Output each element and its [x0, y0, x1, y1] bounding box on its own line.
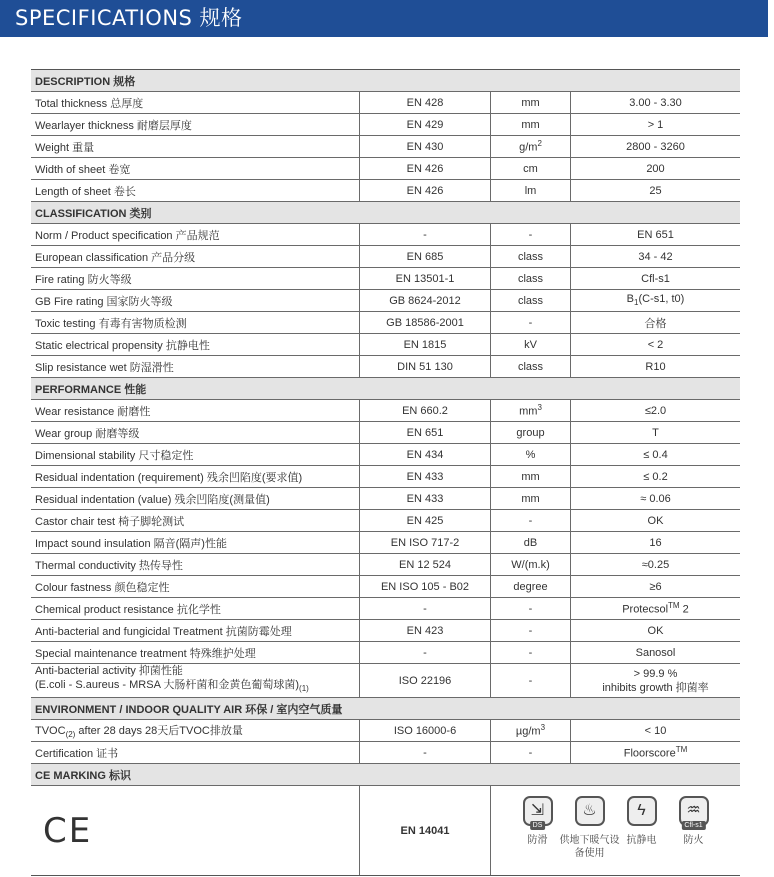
spec-row [31, 576, 740, 598]
spec-unit [491, 136, 571, 157]
spec-label-text: Length of sheet 卷长 [35, 185, 136, 198]
spec-label [31, 466, 360, 487]
spec-unit [491, 268, 571, 289]
spec-value-text: Sanosol [635, 646, 676, 659]
spec-row [31, 720, 740, 742]
superscript: 3 [537, 403, 542, 413]
spec-standard: EN 425 [360, 510, 491, 531]
spec-value [571, 510, 740, 531]
spec-value [571, 180, 740, 201]
spec-value-line: inhibits growth 抑菌率 [602, 681, 709, 694]
spec-label-text: Slip resistance wet 防湿滑性 [35, 361, 174, 374]
spec-value [571, 224, 740, 245]
page-banner [0, 0, 768, 37]
spec-label [31, 554, 360, 575]
icon-tag: Cfl-s1 [681, 821, 705, 830]
spec-label-text: Fire rating 防火等级 [35, 273, 132, 286]
spec-unit-text: cm [523, 162, 538, 175]
spec-label-line: Anti-bacterial activity 抑菌性能 [35, 665, 183, 678]
spec-row [31, 488, 740, 510]
spec-label-text: Wear resistance 耐磨性 [35, 405, 151, 418]
spec-unit-text: - [528, 624, 533, 637]
superscript: 2 [537, 139, 542, 149]
spec-unit-text: mm [521, 470, 540, 483]
spec-standard: EN 660.2 [360, 400, 491, 421]
spec-value [571, 488, 740, 509]
spec-label-text: Dimensional stability 尺寸稳定性 [35, 449, 194, 462]
spec-label-text: Special maintenance treatment 特殊维护处理 [35, 647, 256, 660]
spec-value-text: 3.00 - 3.30 [629, 96, 682, 109]
spec-label [31, 158, 360, 179]
spec-unit [491, 334, 571, 355]
spec-unit-text: degree [513, 580, 548, 593]
spec-standard: EN 426 [360, 158, 491, 179]
spec-value [571, 136, 740, 157]
spec-value [571, 620, 740, 641]
spec-label [31, 742, 360, 763]
spec-standard: EN 685 [360, 246, 491, 267]
spec-label [31, 312, 360, 333]
spec-row [31, 224, 740, 246]
spec-row [31, 422, 740, 444]
spec-unit [491, 158, 571, 179]
spec-standard: EN 430 [360, 136, 491, 157]
spec-label [31, 224, 360, 245]
spec-value-text: OK [647, 624, 664, 637]
spec-unit [491, 312, 571, 333]
spec-unit-text: mm [521, 96, 540, 109]
spec-label [31, 246, 360, 267]
section-header [31, 70, 740, 92]
spec-unit [491, 246, 571, 267]
spec-value [571, 422, 740, 443]
spec-label [31, 576, 360, 597]
spec-label-text: Wear group 耐磨等级 [35, 427, 140, 440]
spec-label [31, 268, 360, 289]
spec-value-text: ≤2.0 [644, 404, 667, 417]
ce-mark-cell [31, 786, 360, 875]
spec-row [31, 158, 740, 180]
spec-unit [491, 620, 571, 641]
spec-value-text: ≈0.25 [641, 558, 670, 571]
spec-unit [491, 664, 571, 697]
spec-standard: - [360, 642, 491, 663]
spec-row [31, 642, 740, 664]
spec-row [31, 180, 740, 202]
antistatic-item [616, 796, 668, 847]
spec-value [571, 532, 740, 553]
spec-unit [491, 510, 571, 531]
antistatic-icon [627, 796, 657, 826]
spec-unit [491, 400, 571, 421]
spec-unit-text: - [528, 746, 533, 759]
spec-unit-text: lm [524, 184, 537, 197]
spec-label-line: (E.coli - S.aureus - MRSA 大肠杆菌和金黄色葡萄球菌)$_{(1)}$ [35, 679, 309, 694]
slip-icon [523, 796, 553, 829]
spec-standard: EN 651 [360, 422, 491, 443]
subscript: 1 [634, 298, 639, 308]
spec-unit [491, 92, 571, 113]
spec-standard: GB 18586-2001 [360, 312, 491, 333]
section-title: CLASSIFICATION 类别 [35, 207, 152, 220]
superscript: TM [675, 745, 688, 755]
spec-value-text: < 2 [647, 338, 664, 351]
spec-row [31, 510, 740, 532]
spec-unit-text: kV [524, 338, 537, 351]
spec-label [31, 92, 360, 113]
spec-unit-text: class [517, 272, 544, 285]
spec-label [31, 720, 360, 741]
icon-tag: DS [530, 821, 546, 830]
page-title: SPECIFICATIONS 规格 [15, 6, 243, 30]
spec-row [31, 664, 740, 698]
icon-glyph: ⇲ [530, 802, 545, 819]
spec-label [31, 664, 360, 697]
spec-value-text: ≥6 [649, 580, 662, 593]
spec-value-text: 2800 - 3260 [626, 140, 685, 153]
spec-value [571, 642, 740, 663]
spec-row [31, 620, 740, 642]
spec-row [31, 466, 740, 488]
spec-table [31, 69, 740, 876]
spec-label [31, 356, 360, 377]
spec-label-text: Total thickness 总厚度 [35, 97, 144, 110]
spec-unit-text: group [516, 426, 545, 439]
spec-label-text: Impact sound insulation 隔音(隔声)性能 [35, 537, 227, 550]
spec-standard: EN 429 [360, 114, 491, 135]
spec-row [31, 598, 740, 620]
spec-value [571, 444, 740, 465]
section-header [31, 698, 740, 720]
slip-item [512, 796, 564, 847]
spec-standard: - [360, 742, 491, 763]
spec-value-text: 25 [649, 184, 662, 197]
icon-glyph: ♨ [582, 802, 597, 819]
spec-unit [491, 742, 571, 763]
spec-label-text: Residual indentation (value) 残余凹陷度(测量值) [35, 493, 270, 506]
spec-value-text: EN 651 [637, 228, 674, 241]
spec-value [571, 158, 740, 179]
icon-label: 供地下暖气设备使用 [559, 835, 620, 859]
spec-unit-text: $mm^3$ [519, 403, 542, 418]
spec-label [31, 422, 360, 443]
icon-glyph: ♒ [686, 802, 701, 819]
spec-value [571, 720, 740, 741]
spec-unit [491, 720, 571, 741]
ce-standard [360, 786, 491, 875]
spec-value [571, 664, 740, 697]
spec-standard: - [360, 598, 491, 619]
spec-value-text: $B_1(C-s1$, t0) [626, 293, 685, 308]
spec-standard: EN 433 [360, 488, 491, 509]
spec-value [571, 466, 740, 487]
spec-label [31, 180, 360, 201]
spec-row [31, 334, 740, 356]
spec-value [571, 268, 740, 289]
spec-unit [491, 444, 571, 465]
spec-value-text: ≈ 0.06 [640, 492, 671, 505]
spec-label [31, 488, 360, 509]
section-title: DESCRIPTION 规格 [35, 75, 136, 88]
spec-standard: DIN 51 130 [360, 356, 491, 377]
spec-unit [491, 554, 571, 575]
ce-row [31, 786, 740, 876]
spec-row [31, 268, 740, 290]
fire-icon [679, 796, 709, 829]
spec-row [31, 290, 740, 312]
ce-icons [491, 786, 740, 875]
spec-value-text: 200 [646, 162, 665, 175]
spec-row [31, 444, 740, 466]
spec-label-text: Chemical product resistance 抗化学性 [35, 603, 221, 616]
spec-label-text: Certification 证书 [35, 747, 119, 760]
subscript: (2) [65, 730, 76, 740]
spec-unit-text: mm [521, 492, 540, 505]
spec-label [31, 136, 360, 157]
spec-value-line: > 99.9 % [633, 667, 678, 680]
spec-label [31, 334, 360, 355]
spec-row [31, 136, 740, 158]
spec-row [31, 114, 740, 136]
underfloor-heating-item [559, 796, 620, 860]
spec-unit [491, 532, 571, 553]
spec-standard: ISO 16000-6 [360, 720, 491, 741]
spec-value-text: OK [647, 514, 664, 527]
spec-unit-text: W/(m.k) [511, 558, 550, 571]
spec-unit [491, 642, 571, 663]
spec-unit-text: - [528, 646, 533, 659]
section-header [31, 202, 740, 224]
spec-standard: EN 426 [360, 180, 491, 201]
spec-standard: EN 13501-1 [360, 268, 491, 289]
spec-value [571, 356, 740, 377]
spec-label-text: GB Fire rating 国家防火等级 [35, 295, 173, 308]
spec-unit [491, 180, 571, 201]
spec-unit [491, 224, 571, 245]
spec-unit-text: - [528, 674, 533, 687]
spec-unit-text: - [528, 602, 533, 615]
spec-row [31, 400, 740, 422]
spec-label-text: Width of sheet 卷宽 [35, 163, 131, 176]
spec-standard: EN ISO 105 - B02 [360, 576, 491, 597]
underfloor-heating-icon [575, 796, 605, 826]
spec-row [31, 92, 740, 114]
section-title: ENVIRONMENT / INDOOR QUALITY AIR 环保 / 室内空气质量 [35, 703, 343, 716]
spec-unit [491, 488, 571, 509]
spec-value-text: < 10 [644, 724, 667, 737]
spec-value-text: T [652, 426, 659, 439]
spec-standard: - [360, 224, 491, 245]
spec-label-text: European classification 产品分级 [35, 251, 196, 264]
spec-value [571, 400, 740, 421]
spec-standard: EN 423 [360, 620, 491, 641]
icon-label: 抗静电 [626, 835, 657, 846]
spec-value [571, 246, 740, 267]
spec-unit [491, 598, 571, 619]
spec-label [31, 290, 360, 311]
spec-value-text: R10 [645, 360, 666, 373]
spec-unit-text: $\mu g/m^3$ [515, 723, 546, 738]
subscript: (1) [299, 684, 309, 694]
spec-label [31, 642, 360, 663]
spec-value [571, 92, 740, 113]
spec-label [31, 444, 360, 465]
spec-value-text: ≤ 0.4 [643, 448, 668, 461]
spec-value [571, 114, 740, 135]
ce-mark-icon: CE [43, 810, 93, 851]
spec-standard: EN 12 524 [360, 554, 491, 575]
spec-label-text: Norm / Product specification 产品规范 [35, 229, 220, 242]
ce-standard-text: EN 14041 [400, 824, 450, 837]
spec-unit [491, 422, 571, 443]
spec-label-text: Castor chair test 椅子脚轮测试 [35, 515, 185, 528]
section-header [31, 378, 740, 400]
spec-unit-text: - [528, 514, 533, 527]
spec-label [31, 598, 360, 619]
spec-unit [491, 356, 571, 377]
spec-value-text: Floorscore™ [623, 745, 688, 760]
spec-value-text: Protecsol™ 2 [622, 601, 689, 616]
spec-label-text: Residual indentation (requirement) 残余凹陷度(要求值) [35, 471, 303, 484]
spec-label-text: Anti-bacterial and fungicidal Treatment 抗菌防霉处理 [35, 625, 292, 638]
icon-glyph: ϟ [637, 802, 646, 819]
spec-value [571, 576, 740, 597]
fire-item [668, 796, 720, 847]
spec-unit-text: - [528, 228, 533, 241]
spec-value [571, 290, 740, 311]
spec-label [31, 114, 360, 135]
spec-row [31, 742, 740, 764]
spec-value-text: 16 [649, 536, 662, 549]
spec-row [31, 554, 740, 576]
spec-unit [491, 114, 571, 135]
spec-row [31, 356, 740, 378]
spec-value-text: 合格 [644, 317, 667, 330]
spec-label-text: Colour fastness 颜色稳定性 [35, 581, 170, 594]
spec-standard: ISO 22196 [360, 664, 491, 697]
section-header [31, 764, 740, 786]
spec-row [31, 532, 740, 554]
spec-label [31, 532, 360, 553]
spec-label-text: Wearlayer thickness 耐磨层厚度 [35, 119, 192, 132]
spec-standard: EN 433 [360, 466, 491, 487]
spec-value [571, 312, 740, 333]
superscript: TM [668, 601, 680, 611]
spec-standard: EN ISO 717-2 [360, 532, 491, 553]
spec-value-text: 34 - 42 [638, 250, 673, 263]
spec-unit [491, 290, 571, 311]
spec-unit-text: $g/m^2$ [519, 139, 542, 154]
icon-label: 防滑 [527, 835, 548, 846]
spec-value [571, 742, 740, 763]
spec-label [31, 510, 360, 531]
spec-value [571, 334, 740, 355]
spec-value-text: > 1 [647, 118, 664, 131]
spec-label-text: $TVOC_{(2)}$ after 28 days 28天后TVOC排放量 [35, 724, 243, 740]
spec-unit [491, 576, 571, 597]
spec-value-text: ≤ 0.2 [643, 470, 668, 483]
icon-label: 防火 [683, 835, 704, 846]
spec-unit-text: mm [521, 118, 540, 131]
section-title: PERFORMANCE 性能 [35, 383, 147, 396]
spec-label-text: Thermal conductivity 热传导性 [35, 559, 183, 572]
spec-standard: EN 434 [360, 444, 491, 465]
spec-unit [491, 466, 571, 487]
spec-standard: EN 1815 [360, 334, 491, 355]
spec-label-text: Weight 重量 [35, 141, 95, 154]
spec-value [571, 598, 740, 619]
spec-unit-text: % [525, 448, 536, 461]
spec-unit-text: class [517, 250, 544, 263]
spec-value [571, 554, 740, 575]
spec-label [31, 400, 360, 421]
spec-label [31, 620, 360, 641]
spec-unit-text: - [528, 316, 533, 329]
spec-standard: EN 428 [360, 92, 491, 113]
spec-row [31, 246, 740, 268]
section-title: CE MARKING 标识 [35, 769, 131, 782]
spec-label-text: Static electrical propensity 抗静电性 [35, 339, 210, 352]
spec-standard: GB 8624-2012 [360, 290, 491, 311]
spec-unit-text: class [517, 360, 544, 373]
spec-label-text: Toxic testing 有毒有害物质检测 [35, 317, 187, 330]
spec-unit-text: class [517, 294, 544, 307]
spec-row [31, 312, 740, 334]
superscript: 3 [540, 723, 546, 733]
spec-value-text: Cfl-s1 [641, 272, 670, 285]
spec-unit-text: dB [523, 536, 538, 549]
